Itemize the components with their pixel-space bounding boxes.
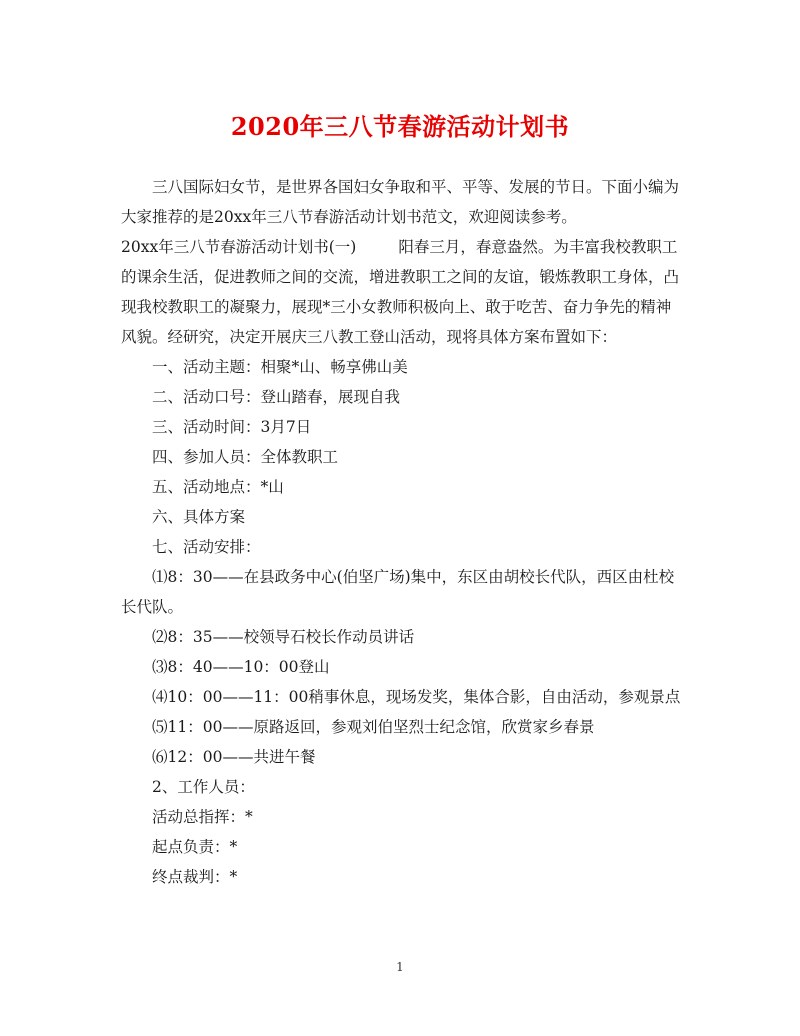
staff-item: 终点裁判：*	[152, 868, 238, 886]
plan-item: 二、活动口号：登山踏春，展现自我	[152, 388, 401, 406]
intro-paragraph: 三八国际妇女节，是世界各国妇女争取和平、平等、发展的节日。下面小编为大家推荐的是20xx年三八节春游活动计划书范文，欢迎阅读参考。	[121, 178, 680, 226]
plan-item: 七、活动安排：	[152, 538, 261, 556]
plan-item: 一、活动主题：相聚*山、畅享佛山美	[152, 358, 408, 376]
schedule-item: ⑵8：35——校领导石校长作动员讲话	[152, 628, 415, 646]
section-body: 阳春三月，春意盎然。为丰富我校教职工的课余生活，促进教师之间的交流，增进教职工之间的友谊，锻炼教职工身体，凸现我校教职工的凝聚力，展现*三小女教师积极向上、敢于吃苦、奋力争先的精神风貌。经研究，决定开展庆三八教工登山活动，现将具体方案布置如下：	[121, 238, 680, 346]
schedule-item: ⑶8：40——10：00登山	[152, 658, 330, 676]
page-number: 1	[396, 960, 404, 974]
plan-item: 五、活动地点：*山	[152, 478, 284, 496]
section-heading: 20xx年三八节春游活动计划书(一)	[121, 238, 357, 256]
staff-item: 活动总指挥：*	[152, 808, 253, 826]
document-title: 2020年三八节春游活动计划书	[230, 112, 570, 141]
staff-item: 起点负责：*	[152, 838, 238, 856]
schedule-item: ⑹12：00——共进午餐	[152, 748, 316, 766]
section-paragraph	[121, 232, 681, 352]
plan-item: 四、参加人员：全体教职工	[152, 448, 339, 466]
plan-item: 六、具体方案	[152, 508, 246, 526]
schedule-item: ⑴8：30——在县政务中心(伯坚广场)集中，东区由胡校长代队，西区由杜校长代队。	[121, 568, 675, 616]
document-body	[121, 172, 681, 892]
plan-item: 三、活动时间：3月7日	[152, 418, 312, 436]
schedule-item: ⑷10：00——11：00稍事休息，现场发奖，集体合影，自由活动，参观景点	[152, 688, 681, 706]
schedule-item: ⑸11：00——原路返回，参观刘伯坚烈士纪念馆，欣赏家乡春景	[152, 718, 595, 736]
staff-item: 2、工作人员：	[152, 778, 255, 796]
